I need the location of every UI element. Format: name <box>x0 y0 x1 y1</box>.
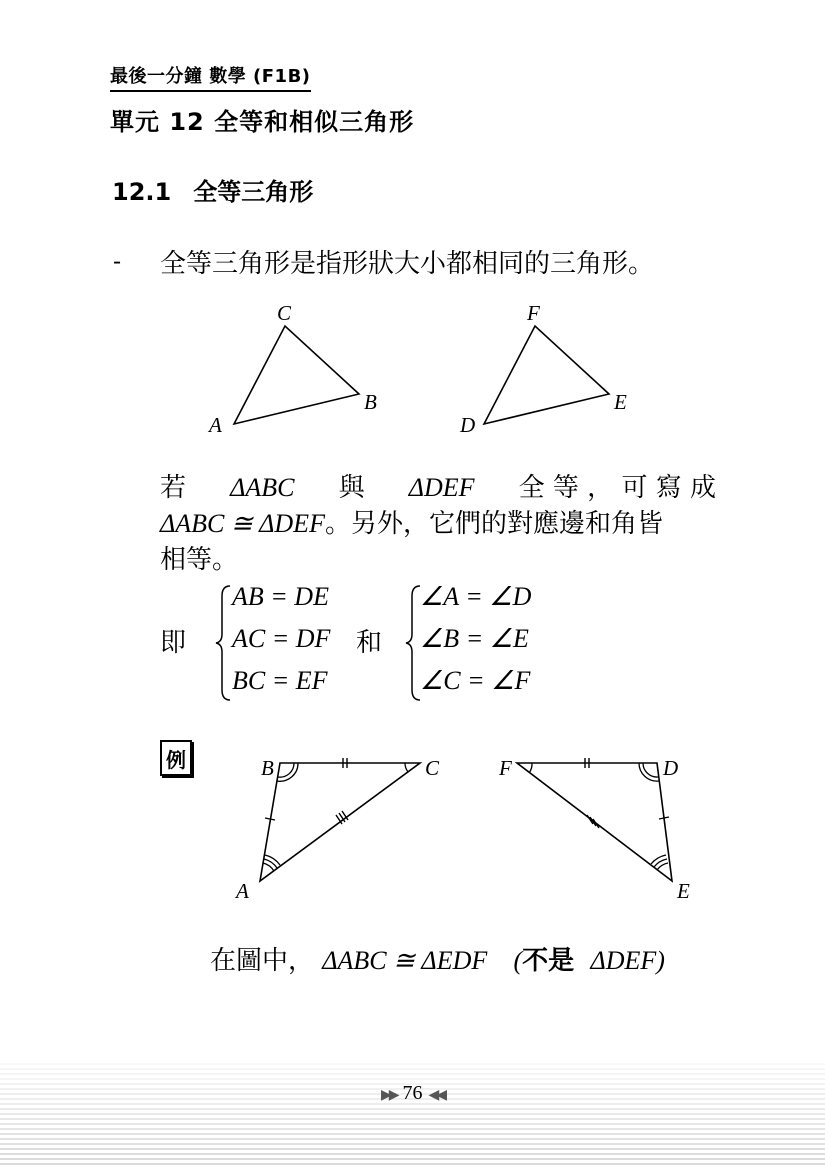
footer-band <box>0 1060 825 1167</box>
angle-a-arc-1 <box>263 863 274 871</box>
tick-de <box>659 817 669 819</box>
caption-open-paren: ( <box>513 946 523 975</box>
example-vertex-label-f: F <box>499 756 512 780</box>
word-he: 和 <box>356 628 383 658</box>
angle-f-arc <box>529 763 532 773</box>
caption-congruence: ΔABC ≅ ΔEDF <box>322 946 488 975</box>
bullet-marker: - <box>113 247 122 275</box>
angle-e-arc-1 <box>657 863 668 870</box>
angle-d-arc-1 <box>639 763 659 781</box>
triangle-abc <box>207 301 377 437</box>
book-title: 最後一分鐘 數學 (F1B) <box>110 62 311 92</box>
word-ruo: 若 <box>160 473 187 503</box>
vertex-label-e: E <box>614 390 627 414</box>
unit-title: 單元 12 全等和相似三角形 <box>110 108 415 136</box>
section-number: 12.1 <box>112 178 172 206</box>
vertex-label-d: D <box>460 413 476 437</box>
example-vertex-label-e: E <box>677 879 690 903</box>
forward-arrows-icon: ▶▶ <box>380 1088 397 1103</box>
example-triangle-edf <box>498 756 690 903</box>
page-footer <box>0 1082 825 1105</box>
example-vertex-label-d: D <box>663 756 679 780</box>
bullet-text: 全等三角形是指形狀大小都相同的三角形。 <box>160 249 655 279</box>
example-vertex-label-a: A <box>236 879 249 903</box>
vertex-label-c: C <box>277 301 292 325</box>
word-yu: 與 <box>338 473 365 503</box>
vertex-label-b: B <box>364 390 377 414</box>
example-vertex-label-b: B <box>261 756 274 780</box>
left-brace-sides <box>214 584 234 702</box>
angle-d-arc-2 <box>643 763 658 777</box>
tick-ab <box>265 818 275 820</box>
example-triangle-abc <box>234 756 440 903</box>
equation-side-ac-df: AC = DF <box>232 624 331 653</box>
line2-text: 。另外，它們的對應邊和角皆 <box>324 509 663 539</box>
angle-c-arc <box>405 763 408 772</box>
congruence-statement-line3: 相等。 <box>160 545 239 575</box>
equation-side-ab-de: AB = DE <box>232 582 329 611</box>
triangle-def <box>459 301 627 437</box>
page-number: 76 <box>402 1082 423 1104</box>
congruence-statement-line1 <box>160 470 716 506</box>
triangle-def-outline <box>484 326 609 424</box>
backward-arrows-icon: ◀◀ <box>428 1088 445 1103</box>
caption-prefix: 在圖中， <box>210 946 315 976</box>
triangle-abc-symbol: ΔABC <box>230 473 295 502</box>
vertex-label-a: A <box>209 413 222 437</box>
section-heading <box>112 172 313 207</box>
congruence-statement-line2 <box>160 506 716 542</box>
equation-angle-b-e: ∠B = ∠E <box>420 624 529 653</box>
caption-def: ΔDEF) <box>590 946 665 975</box>
triangle-def-symbol: ΔDEF <box>408 473 475 502</box>
example-triangles-figure <box>0 745 825 915</box>
section-title: 全等三角形 <box>193 178 314 206</box>
equation-angle-c-f: ∠C = ∠F <box>420 666 531 695</box>
congruent-triangles-figure <box>0 290 825 450</box>
congruence-notation: ΔABC ≅ ΔDEF <box>160 509 325 538</box>
example-badge: 例 <box>160 740 192 776</box>
triangle-abc-outline <box>234 326 359 424</box>
vertex-label-f: F <box>527 301 540 325</box>
word-ji: 即 <box>160 628 187 658</box>
equation-side-bc-ef: BC = EF <box>232 666 328 695</box>
word-congruent-write: 全 等 ， 可 寫 成 <box>518 473 716 503</box>
example-vertex-label-c: C <box>425 756 440 780</box>
caption-not: 不是 <box>522 946 575 976</box>
example-caption <box>210 940 665 977</box>
equation-angle-a-d: ∠A = ∠D <box>420 582 532 611</box>
